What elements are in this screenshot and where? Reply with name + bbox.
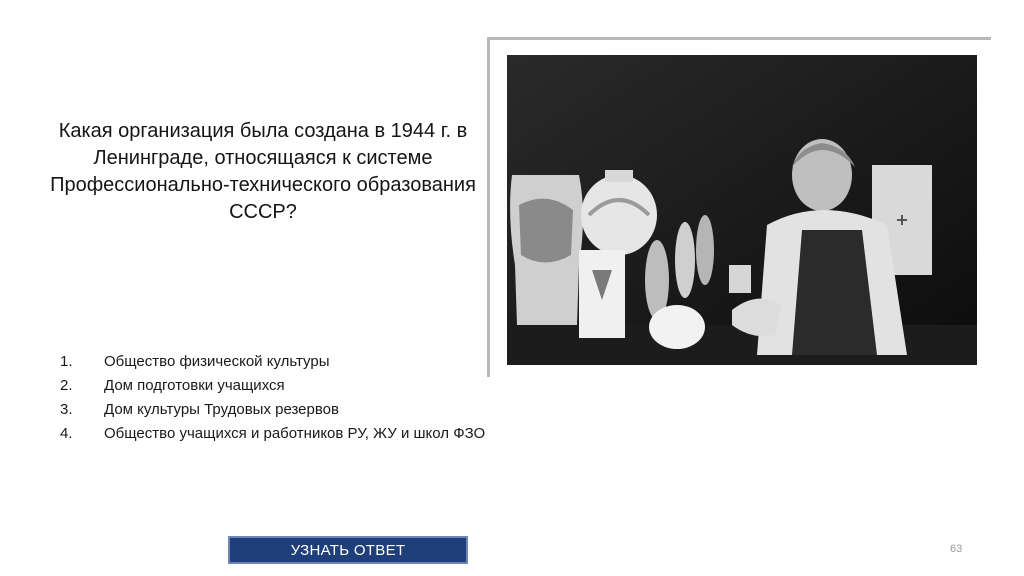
answer-number: 3.	[60, 401, 73, 418]
answer-number: 4.	[60, 425, 73, 442]
answer-item[interactable]	[60, 350, 485, 374]
answer-text: Общество учащихся и работников РУ, ЖУ и школ ФЗО	[104, 425, 486, 442]
answer-text: Дом культуры Трудовых резервов	[104, 401, 339, 418]
question-text: Какая организация была создана в 1944 г. в Ленинграде, относящаяся к системе Профессионально-технического образования СССР?	[50, 120, 476, 223]
answer-list	[60, 350, 485, 446]
answer-number: 2.	[60, 377, 73, 394]
slide-number: 63	[950, 543, 963, 555]
answer-text: Общество физической культуры	[104, 353, 330, 370]
answer-number: 1.	[60, 353, 73, 370]
answer-item[interactable]	[60, 398, 485, 422]
archive-photo	[507, 55, 977, 365]
reveal-answer-button[interactable]: УЗНАТЬ ОТВЕТ	[228, 536, 468, 564]
answer-text: Дом подготовки учащихся	[104, 377, 285, 394]
answer-item[interactable]	[60, 422, 485, 446]
answer-item[interactable]	[60, 374, 485, 398]
